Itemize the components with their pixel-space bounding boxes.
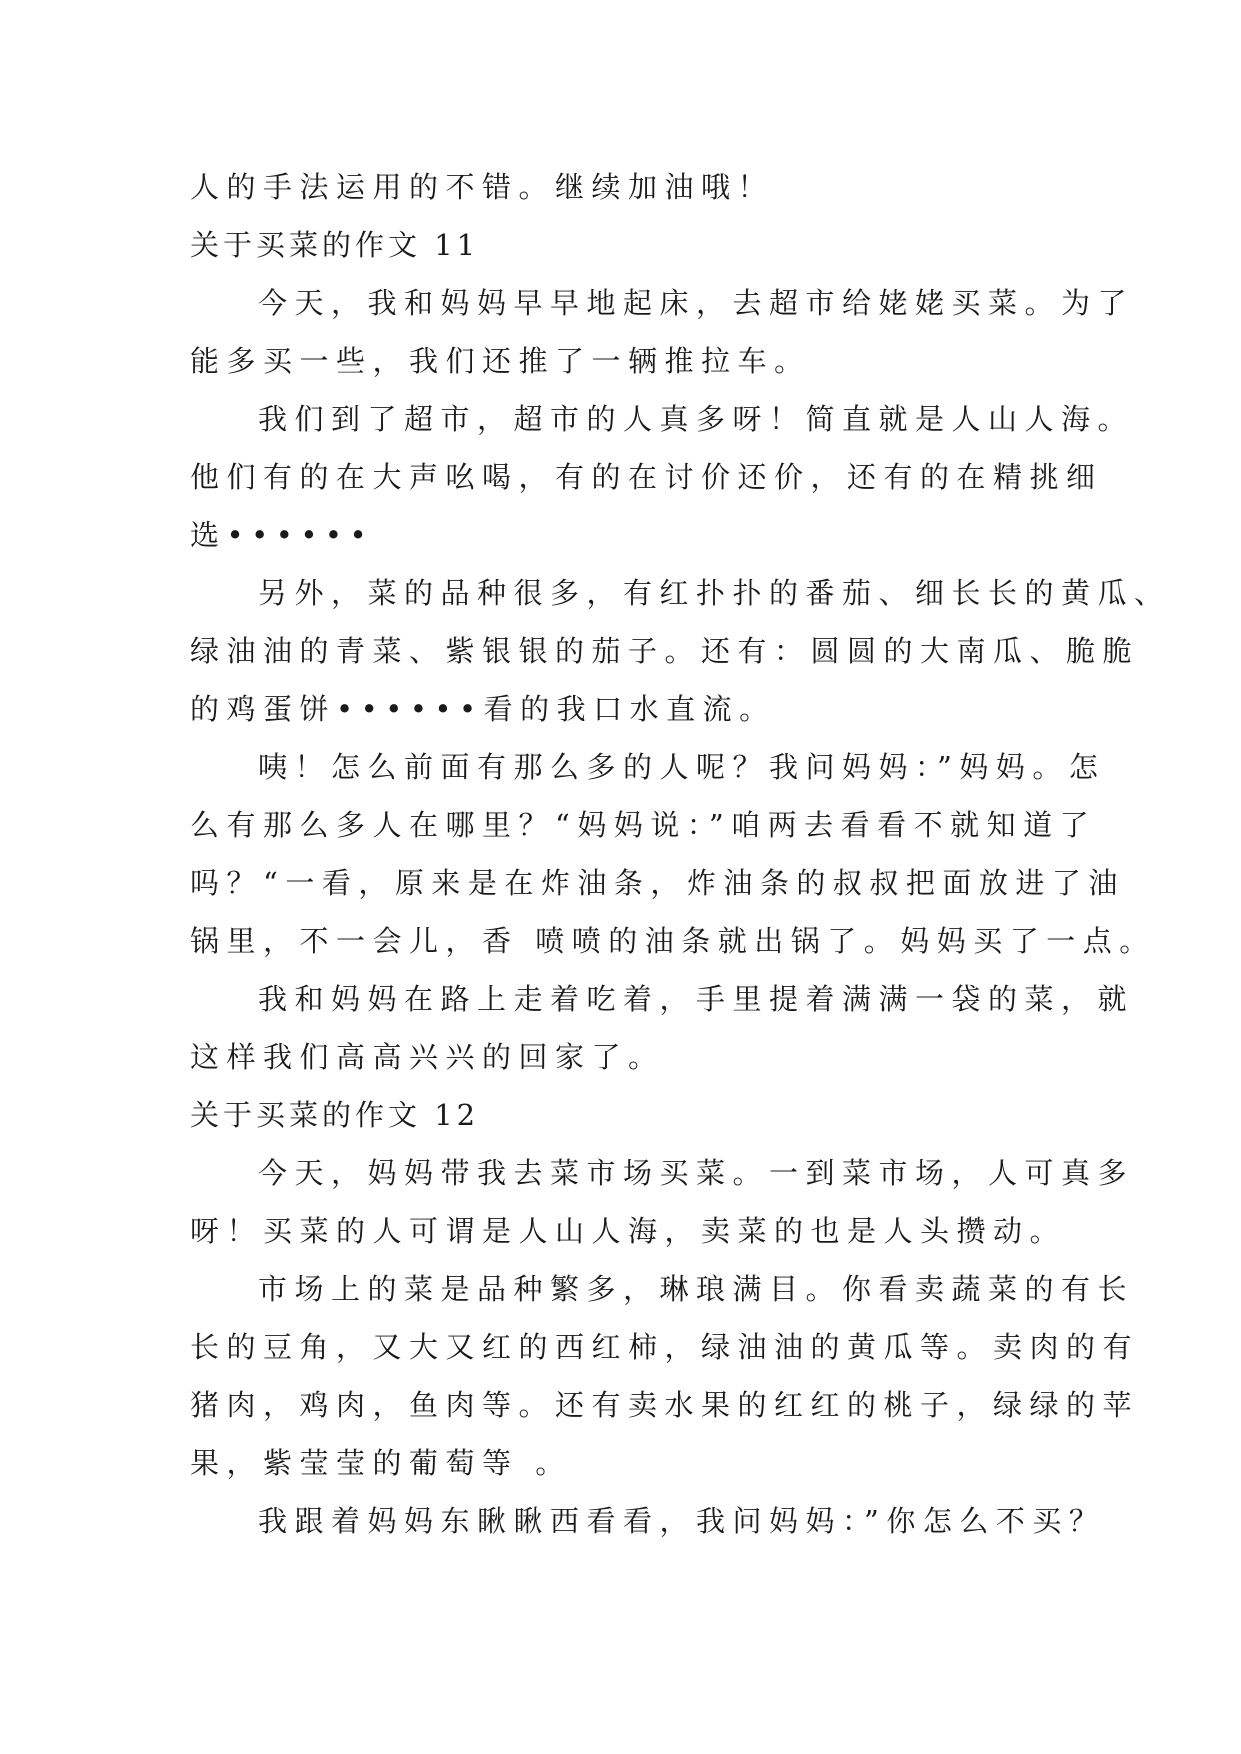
text-line: 这样我们高高兴兴的回家了。 — [190, 1040, 665, 1074]
document-body — [190, 158, 1171, 1550]
text-line: 能多买一些，我们还推了一辆推拉车。 — [190, 344, 811, 378]
text-line: 吗？“一看，原来是在炸油条，炸油条的叔叔把面放进了油 — [190, 866, 1125, 900]
text-line: 咦！怎么前面有那么多的人呢？我问妈妈：”妈妈。怎 — [258, 750, 1106, 784]
text-line: 长的豆角，又大又红的西红柿，绿油油的黄瓜等。卖肉的有 — [190, 1330, 1140, 1364]
text-line: 我们到了超市，超市的人真多呀！简直就是人山人海。 — [258, 402, 1135, 436]
text-line: 今天，我和妈妈早早地起床，去超市给姥姥买菜。为了 — [258, 286, 1135, 320]
essay-heading-11: 关于买菜的作文 11 — [190, 228, 480, 262]
text-line: 另外，菜的品种很多，有红扑扑的番茄、细长长的黄瓜、 — [258, 576, 1171, 610]
text-line: 人的手法运用的不错。继续加油哦！ — [190, 170, 775, 204]
text-line: 锅里，不一会儿，香 喷喷的油条就出锅了。妈妈买了一点。 — [190, 924, 1156, 958]
text-line: 绿油油的青菜、紫银银的茄子。还有：圆圆的大南瓜、脆脆 — [190, 634, 1140, 668]
text-line: 呀！买菜的人可谓是人山人海，卖菜的也是人头攒动。 — [190, 1214, 1067, 1248]
text-line: 我跟着妈妈东瞅瞅西看看，我问妈妈：”你怎么不买？ — [258, 1504, 1106, 1538]
text-line: 果，紫莹莹的葡萄等 。 — [190, 1446, 572, 1480]
text-line: 今天，妈妈带我去菜市场买菜。一到菜市场，人可真多 — [258, 1156, 1135, 1190]
text-line: 选•••••• — [190, 518, 375, 552]
text-line: 猪肉，鸡肉，鱼肉等。还有卖水果的红红的桃子，绿绿的苹 — [190, 1388, 1140, 1422]
text-line: 市场上的菜是品种繁多，琳琅满目。你看卖蔬菜的有长 — [258, 1272, 1135, 1306]
text-line: 我和妈妈在路上走着吃着，手里提着满满一袋的菜，就 — [258, 982, 1135, 1016]
essay-heading-12: 关于买菜的作文 12 — [190, 1098, 480, 1132]
text-line: 他们有的在大声吆喝，有的在讨价还价，还有的在精挑细 — [190, 460, 1103, 494]
text-line: 么有那么多人在哪里？“妈妈说：”咱两去看看不就知道了 — [190, 808, 1097, 842]
text-line: 的鸡蛋饼••••••看的我口水直流。 — [190, 692, 776, 726]
